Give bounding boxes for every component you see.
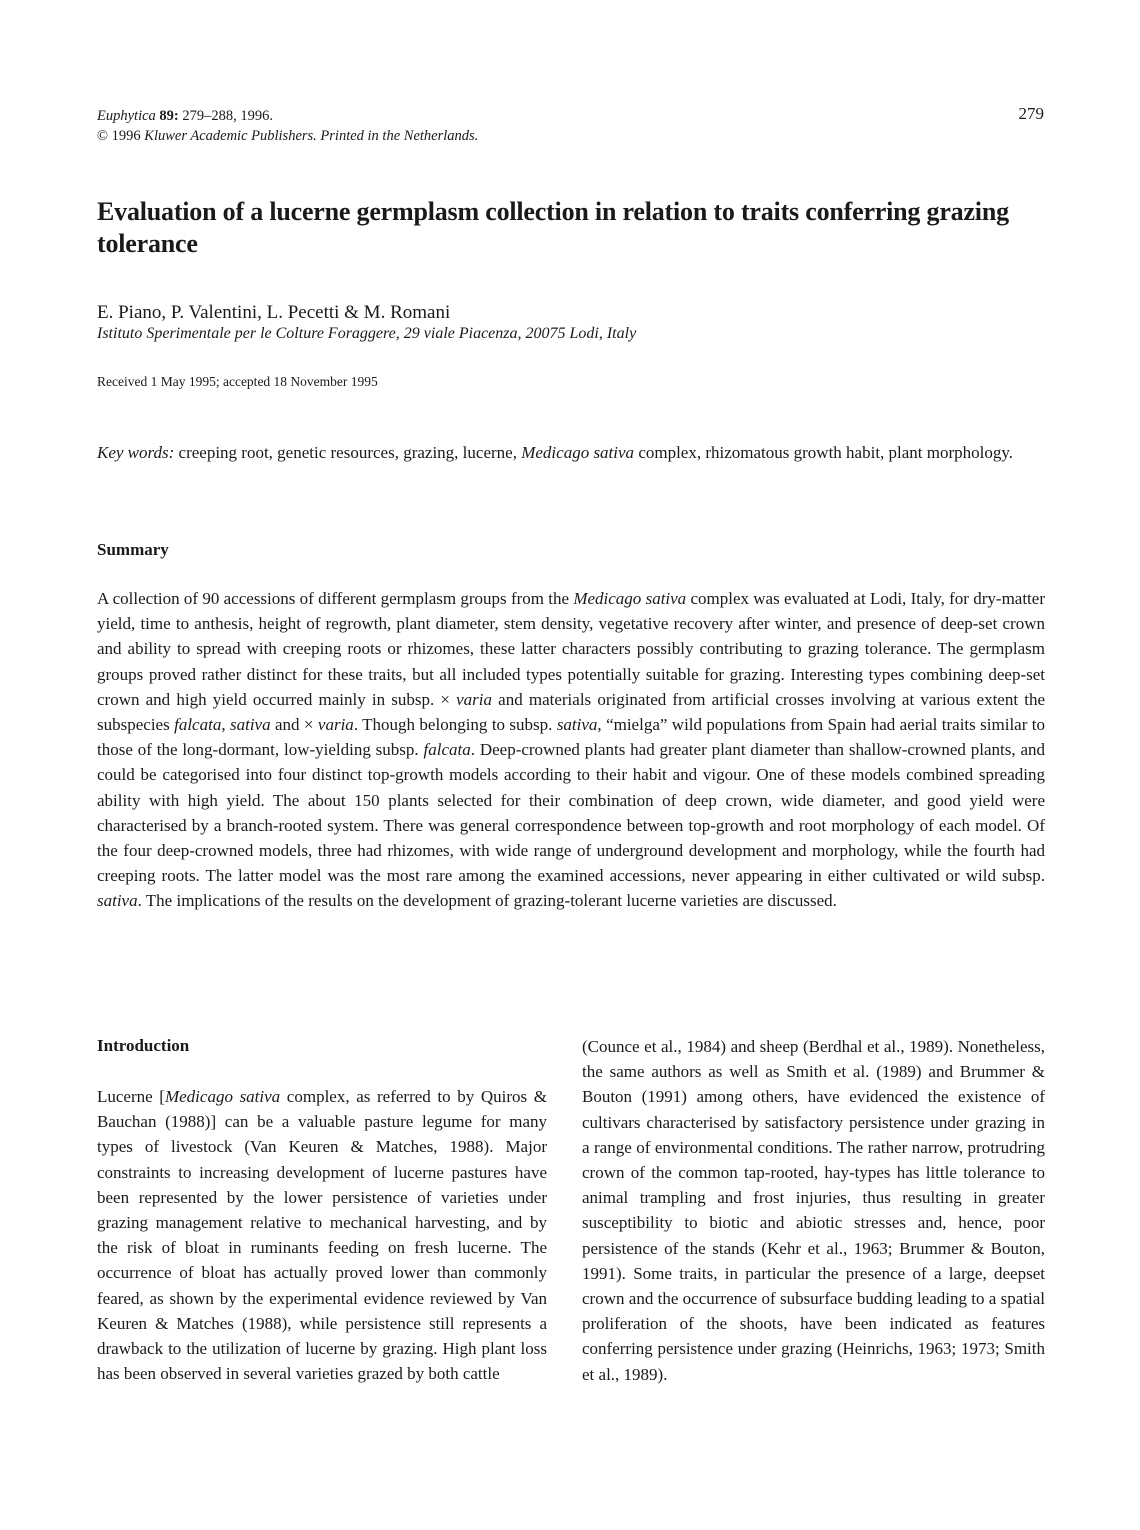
italic-run: varia <box>317 715 354 735</box>
keywords-text-2: complex, rhizomatous growth habit, plant morphology. <box>634 443 1014 462</box>
keywords-text-1: creeping root, genetic resources, grazing, lucerne, <box>174 443 522 462</box>
text-run: . The implications of the results on the development of grazing-tolerant lucerne varieties are discussed. <box>137 891 837 911</box>
authors: E. Piano, P. Valentini, L. Pecetti & M. Romani <box>97 302 451 323</box>
received-dates: Received 1 May 1995; accepted 18 November 1995 <box>97 374 378 389</box>
italic-run: varia <box>456 689 492 709</box>
copyright-year: 1996 <box>111 128 141 144</box>
copyright-line <box>97 126 478 146</box>
text-run: , <box>221 715 230 735</box>
journal-pages-year: 279–288, 1996. <box>182 108 274 124</box>
text-run: complex was evaluated at Lodi, Italy, for dry-matter yield, time to anthesis, height of regrowth, plant diameter, stem density, vegetative recovery after winter, and presence of deep-set crown and ability to spread with creeping roots or rhizomes, these latter characters possibly contributing to grazing tolerance. The germplasm groups proved rather distinct for these traits, but all included types potentially suitable for grazing. Interesting types combining deep-set crown and high yield occurred mainly in subsp. × <box>97 589 1045 709</box>
article-title: Evaluation of a lucerne germplasm collection in relation to traits conferring grazing tolerance <box>97 197 1009 258</box>
introduction-right-column <box>582 1034 1045 1387</box>
italic-run: Medicago sativa <box>573 589 687 608</box>
italic-run: Medicago sativa <box>164 1087 281 1106</box>
keywords-italic: Medicago sativa <box>521 443 635 462</box>
italic-run: sativa <box>556 715 598 735</box>
summary-paragraph <box>97 586 1045 914</box>
keywords-label: Key words: <box>97 443 175 462</box>
page-number: 279 <box>1018 104 1044 123</box>
citation-line <box>97 106 478 126</box>
copyright-icon: © <box>97 128 109 144</box>
summary-heading: Summary <box>97 540 169 559</box>
introduction-heading: Introduction <box>97 1036 190 1055</box>
text-run: (Counce et al., 1984) and sheep (Berdhal et al., 1989). Nonetheless, the same authors as well as Smith et al. (1989) and Brummer & Bouton (1991) among others, have evidenced the existence of cultivars characterised by satisfactory persistence under grazing in a range of environmental conditions. The rather narrow, protrudring crown of the common tap-rooted, hay-types has little tolerance to animal trampling and frost injuries, thus resulting in greater susceptibility to biotic and abiotic stresses and, hence, poor persistence of the stands (Kehr et al., 1963; Brummer & Bouton, 1991). Some traits, in particular the presence of a large, deepset crown and the occurrence of subsurface budding leading to a spatial proliferation of the shoots, have been indicated as features conferring persistence under grazing (Heinrichs, 1963; 1973; Smith et al., 1989). <box>582 1037 1045 1384</box>
text-run: A collection of 90 accessions of different germplasm groups from the <box>97 589 574 608</box>
text-run: . Deep-crowned plants had greater plant diameter than shallow-crowned plants, and could be categorised into four distinct top-growth models according to their habit and vigour. One of these models combined spreading ability with high yield. The about 150 plants selected for their combination of deep crown, wide diameter, and good yield were characterised by a branch-rooted system. There was general correspondence between top-growth and root morphology of each model. Of the four deep-crowned models, three had rhizomes, with wide range of underground development and morphology, while the fourth had creeping roots. The latter model was the most rare among the examined accessions, never appearing in either cultivated or wild subsp. <box>97 740 1045 886</box>
introduction-left-column <box>97 1084 547 1386</box>
journal-volume: 89: <box>159 108 179 124</box>
journal-citation <box>97 106 478 146</box>
italic-run: falcata <box>174 715 222 735</box>
text-run: Lucerne [ <box>97 1087 165 1106</box>
affiliation: Istituto Sperimentale per le Colture Foraggere, 29 viale Piacenza, 20075 Lodi, Italy <box>97 325 637 342</box>
italic-run: falcata <box>423 740 471 760</box>
text-run: and × <box>270 715 318 735</box>
text-run: . Though belonging to subsp. <box>353 715 557 735</box>
publisher: Kluwer Academic Publishers. Printed in the Netherlands. <box>144 128 479 144</box>
text-run: complex, as referred to by Quiros & Bauchan (1988)] can be a valuable pasture legume for many types of livestock (Van Keuren & Matches, 1988). Major constraints to increasing development of lucerne pastures have been represented by the lower persistence of varieties under grazing management relative to mechanical harvesting, and by the risk of bloat in ruminants feeding on fresh lucerne. The occurrence of bloat has actually proved lower than commonly feared, as shown by the experimental evidence reviewed by Van Keuren & Matches (1988), while persistence still represents a drawback to the utilization of lucerne by grazing. High plant loss has been observed in several varieties grazed by both cattle <box>97 1087 548 1384</box>
keywords <box>97 440 1047 465</box>
text-run: and materials originated from artificial crosses involving at various extent the subspecies <box>97 689 1045 735</box>
text-run: , “mielga” wild populations from Spain had aerial traits similar to those of the long-dormant, low-yielding subsp. <box>97 715 1046 760</box>
journal-name: Euphytica <box>97 108 156 124</box>
italic-run: sativa <box>229 715 271 735</box>
italic-run: sativa <box>97 891 138 911</box>
